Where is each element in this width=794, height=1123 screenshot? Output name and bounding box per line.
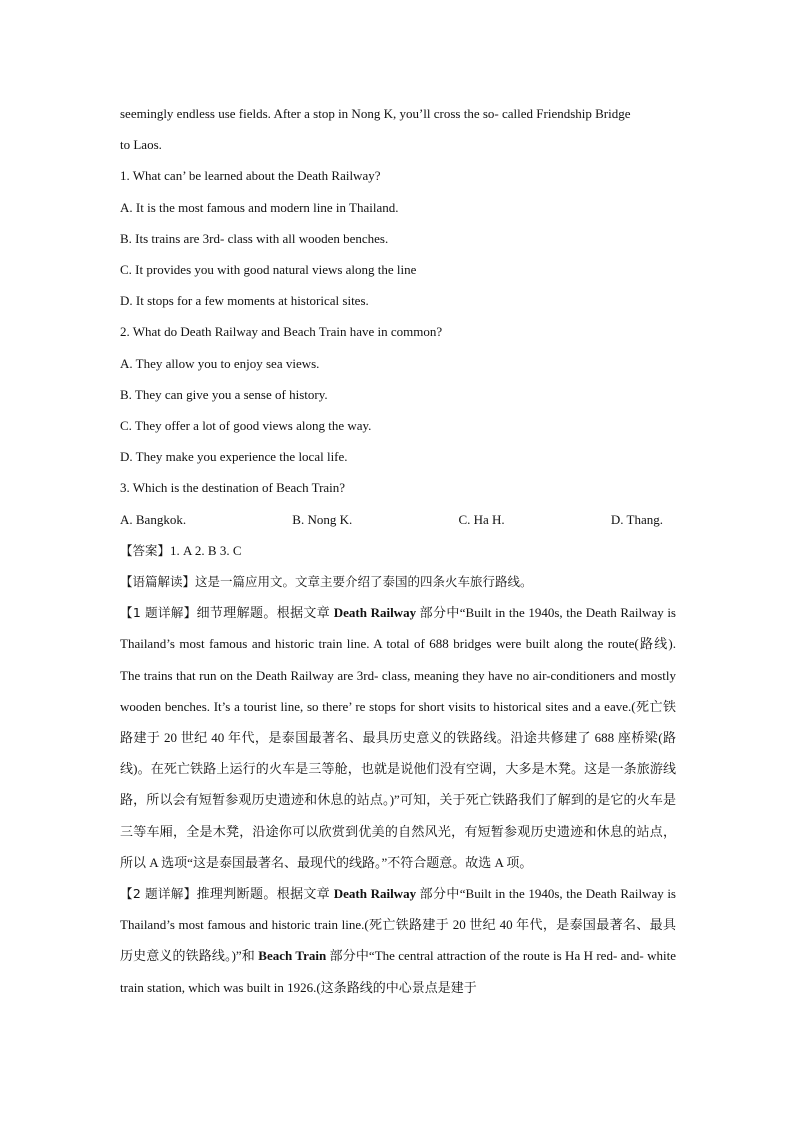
document-body xyxy=(120,98,676,1003)
passage-line: to Laos. xyxy=(120,137,162,153)
question-3-option-b: B. Nong K. xyxy=(292,511,353,527)
explanation-1-keyword: Death Railway xyxy=(333,605,417,621)
overview-label: 【语篇解读】 xyxy=(120,574,196,590)
answer-label: 【答案】 xyxy=(120,542,171,558)
explanation-1-intro: 细节理解题。根据文章 xyxy=(196,605,334,621)
passage-line: seemingly endless use fields. After a stop in Nong K, you’ll cross the so- called Friendship Bridge xyxy=(120,106,631,121)
question-2-option-b: B. They can give you a sense of history. xyxy=(120,386,328,402)
question-1-option-d: D. It stops for a few moments at historical sites. xyxy=(120,293,369,309)
explanation-1-body: 部分中“Built in the 1940s, the Death Railway is Thailand’s most famous and historic train line. A total of 688 bridges were built along the route(路线). The trains that run on the Death Railway are 3rd- class, meaning they have no air-conditioners and mostly wooden benches. It’s a tourist line, so there’ re stops for short visits to historical sites and a eave.(死亡铁路建于 20 世纪 40 年代，是泰国最著名、最具历史意义的铁路线。沿途共修建了 688 座桥梁(路线)。在死亡铁路上运行的火车是三等舱，也就是说他们没有空调，大多是木凳。这是一条旅游线路，所以会有短暂参观历史遗迹和休息的站点。)”可知，关于死亡铁路我们了解到的是它的火车是三等车厢，全是木凳，沿途你可以欣赏到优美的自然风光，有短暂参观历史遗迹和休息的站点，所以 A 选项“这是泰国最著名、最现代的线路。”不符合题意。故选 A 项。 xyxy=(120,605,676,870)
explanation-2-body-2: 部分中“The central attraction of the route is Ha H red- and- white train station, which was built in 1926.(这条路线的中心景点是建于 xyxy=(120,948,676,995)
answer-key xyxy=(120,535,676,566)
question-3-option-c: C. Ha H. xyxy=(458,511,505,527)
question-2-stem: 2. What do Death Railway and Beach Train have in common? xyxy=(120,324,443,340)
question-1-explanation xyxy=(120,597,676,878)
overview-text: 这是一篇应用文。文章主要介绍了泰国的四条火车旅行路线。 xyxy=(195,574,533,590)
question-1-option-a: A. It is the most famous and modern line in Thailand. xyxy=(120,199,399,215)
question-2-option-a: A. They allow you to enjoy sea views. xyxy=(120,355,320,371)
answer-text: 1. A 2. B 3. C xyxy=(170,542,242,558)
explanation-1-label: 【1 题详解】 xyxy=(120,605,197,621)
question-1-option-c: C. It provides you with good natural views along the line xyxy=(120,262,417,278)
question-2-option-d: D. They make you experience the local life. xyxy=(120,449,348,465)
question-1-option-b: B. Its trains are 3rd- class with all wooden benches. xyxy=(120,230,389,246)
question-2-explanation xyxy=(120,878,676,1003)
question-2-option-c: C. They offer a lot of good views along the way. xyxy=(120,418,372,434)
question-3-option-a: A. Bangkok. xyxy=(120,511,187,527)
explanation-2-intro: 推理判断题。根据文章 xyxy=(196,886,334,902)
question-3-options xyxy=(120,504,663,535)
passage-overview xyxy=(120,566,676,597)
explanation-2-keyword-2: Beach Train xyxy=(258,948,327,964)
question-1-stem: 1. What can’ be learned about the Death Railway? xyxy=(120,168,381,184)
question-3-stem: 3. Which is the destination of Beach Train? xyxy=(120,480,346,496)
explanation-2-keyword: Death Railway xyxy=(333,886,417,902)
explanation-2-label: 【2 题详解】 xyxy=(120,886,197,902)
question-3-option-d: D. Thang. xyxy=(610,511,663,527)
explanation-2-body: 部分中“Built in the 1940s, the Death Railway is Thailand’s most famous and historic train line.(死亡铁路建于 20 世纪 40 年代，是泰国最著名、最具历史意义的铁路线。)”和 xyxy=(120,886,676,964)
